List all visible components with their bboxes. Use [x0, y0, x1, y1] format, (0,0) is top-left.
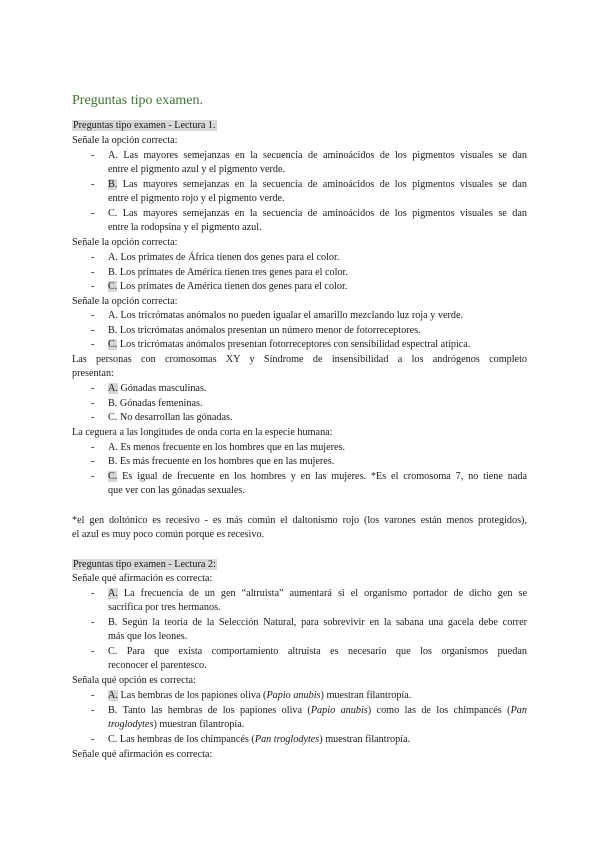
answer-option-b-cont: troglodytes) muestran filantropía. — [108, 719, 245, 730]
answer-option-c: C. Es igual de frecuente en los hombres y en las mujeres. *Es el cromosoma 7, no tiene nada — [108, 471, 527, 482]
bullet-dash: - — [91, 383, 95, 394]
question-prompt: Señale la opción correcta: — [72, 237, 178, 248]
bullet-dash: - — [91, 705, 95, 716]
question-prompt: Señale la opción correcta: — [72, 135, 178, 146]
question-prompt: Señale la opción correcta: — [72, 296, 178, 307]
answer-option-a: A. Las hembras de los papiones oliva (Papio anubis) muestran filantropía. — [108, 690, 412, 701]
correct-answer-marker: C. — [108, 471, 118, 482]
answer-option-a: A. Los tricrómatas anómalos no pueden igualar el amarillo mezclando luz roja y verde. — [108, 310, 464, 321]
bullet-dash: - — [91, 646, 95, 657]
answer-option-b-cont: entre el pigmento rojo y el pigmento verde. — [108, 193, 285, 204]
bullet-dash: - — [91, 150, 95, 161]
answer-option-a: A. Los primates de África tienen dos genes para el color. — [108, 252, 340, 263]
answer-option-b: B. Es más frecuente en los hombres que en las mujeres. — [108, 456, 335, 467]
bullet-dash: - — [91, 398, 95, 409]
correct-answer-marker: C. — [108, 281, 118, 292]
correct-answer-marker: A. — [108, 690, 118, 701]
answer-option-b: B. Según la teoría de la Selección Natural, para sobrevivir en la sabana una gacela debe correr — [108, 617, 527, 628]
answer-option-a-cont: entre el pigmento azul y el pigmento verde. — [108, 164, 286, 175]
correct-answer-marker: C. — [108, 339, 118, 350]
answer-option-a: A. Es menos frecuente en los hombres que en las mujeres. — [108, 442, 346, 453]
question-prompt: Señale qué afirmación es correcta: — [72, 573, 213, 584]
answer-option-c-cont: entre la rodopsina y el pigmento azul. — [108, 222, 262, 233]
question-prompt: La ceguera a las longitudes de onda corta en la especie humana: — [72, 427, 333, 438]
answer-option-b: B. Los tricrómatas anómalos presentan un número menor de fotorreceptores. — [108, 325, 421, 336]
bullet-dash: - — [91, 471, 95, 482]
bullet-dash: - — [91, 442, 95, 453]
answer-option-a-cont: sacrifica por tres hermanos. — [108, 602, 221, 613]
bullet-dash: - — [91, 267, 95, 278]
correct-answer-marker: B. — [108, 179, 118, 190]
answer-option-b: B. Gónadas femeninas. — [108, 398, 203, 409]
answer-option-c-cont: que ver con las gónadas sexuales. — [108, 485, 245, 496]
bullet-dash: - — [91, 281, 95, 292]
question-prompt: Señale qué afirmación es correcta: — [72, 749, 213, 760]
answer-option-c: C. Los tricrómatas anómalos presentan fotorreceptores con sensibilidad espectral atípica. — [108, 339, 471, 350]
bullet-dash: - — [91, 310, 95, 321]
answer-option-b: B. Las mayores semejanzas en la secuencia de aminoácidos de los pigmentos visuales se dan — [108, 179, 527, 190]
footnote-cont: el azul es muy poco común porque es recesivo. — [72, 529, 265, 540]
answer-option-b: B. Los primates de América tienen tres genes para el color. — [108, 267, 348, 278]
answer-option-b: B. Tanto las hembras de los papiones oliva (Papio anubis) como las de los chimpancés (Pan — [108, 705, 527, 716]
bullet-dash: - — [91, 339, 95, 350]
page-title: Preguntas tipo examen. — [72, 93, 204, 108]
answer-option-c: C. Los primates de América tienen dos genes para el color. — [108, 281, 348, 292]
bullet-dash: - — [91, 252, 95, 263]
answer-option-c-cont: reconocer el parentesco. — [108, 660, 207, 671]
answer-option-a: A. Las mayores semejanzas en la secuencia de aminoácidos de los pigmentos visuales se dan — [108, 150, 527, 161]
correct-answer-marker: A. — [108, 588, 118, 599]
answer-option-a: A. La frecuencia de un gen “altruista” aumentará si el organismo portador de dicho gen se — [108, 588, 527, 599]
answer-option-b-cont: más que los leones. — [108, 631, 188, 642]
answer-option-c: C. No desarrollan las gónadas. — [108, 412, 233, 423]
footnote: *el gen doltónico es recesivo - es más común el daltonismo rojo (los varones están menos protegidos), — [72, 515, 527, 526]
bullet-dash: - — [91, 412, 95, 423]
question-prompt: Señala qué opción es correcta: — [72, 675, 196, 686]
question-prompt: Las personas con cromosomas XY y Síndrome de insensibilidad a los andrógenos completo — [72, 354, 527, 365]
bullet-dash: - — [91, 734, 95, 745]
answer-option-c: C. Las hembras de los chimpancés (Pan troglodytes) muestran filantropía. — [108, 734, 411, 745]
bullet-dash: - — [91, 179, 95, 190]
bullet-dash: - — [91, 690, 95, 701]
bullet-dash: - — [91, 325, 95, 336]
section-heading-lectura-2: Preguntas tipo examen - Lectura 2: — [73, 559, 216, 570]
correct-answer-marker: A. — [108, 383, 118, 394]
answer-option-c: C. Para que exista comportamiento altruista es necesario que los organismos puedan — [108, 646, 527, 657]
bullet-dash: - — [91, 617, 95, 628]
answer-option-c: C. Las mayores semejanzas en la secuencia de aminoácidos de los pigmentos visuales se dan — [108, 208, 527, 219]
section-heading-lectura-1: Preguntas tipo examen - Lectura 1. — [73, 120, 216, 131]
answer-option-a: A. Gónadas masculinas. — [108, 383, 207, 394]
question-prompt-cont: presentan: — [72, 368, 114, 379]
bullet-dash: - — [91, 456, 95, 467]
bullet-dash: - — [91, 588, 95, 599]
bullet-dash: - — [91, 208, 95, 219]
